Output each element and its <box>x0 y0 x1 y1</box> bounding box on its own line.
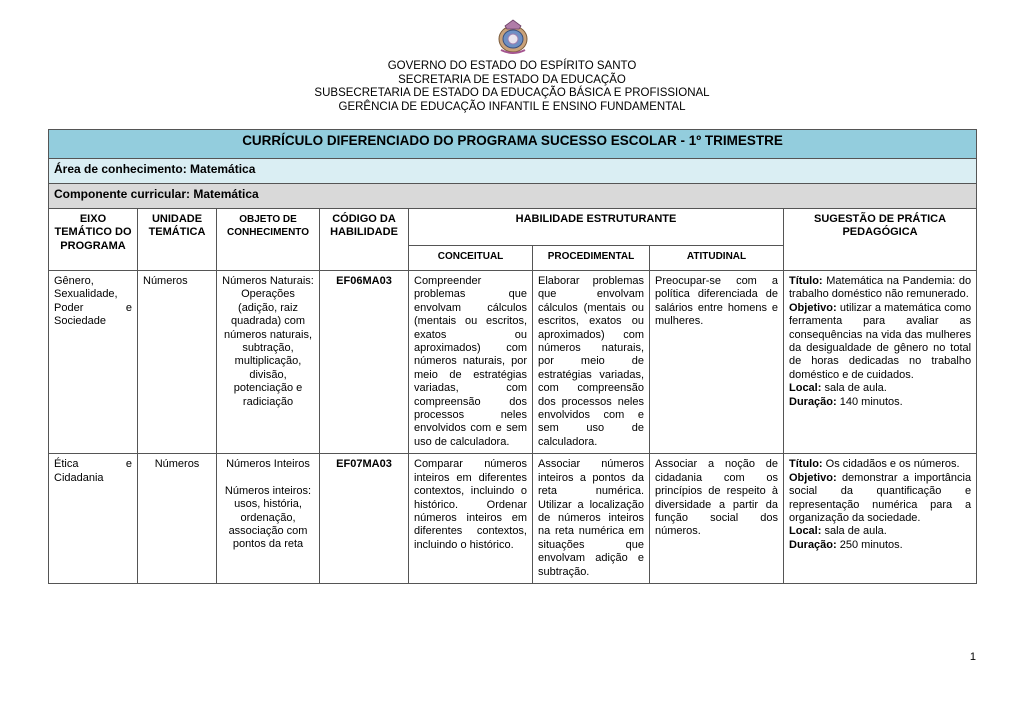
header-unidade: UNIDADE TEMÁTICA <box>138 209 217 271</box>
objeto-detail: Números inteiros: usos, história, ordenação, associação com pontos da reta <box>224 484 312 551</box>
header-habilidade: HABILIDADE ESTRUTURANTE <box>409 209 784 246</box>
cell-atitudinal: Associar a noção de cidadania com os princípios de respeito à diversidade a partir da função social dos números. <box>650 454 784 584</box>
sugestao-local: sala de aula. <box>824 525 887 538</box>
table-title: CURRÍCULO DIFERENCIADO DO PROGRAMA SUCESSO ESCOLAR - 1º TRIMESTRE <box>49 130 977 159</box>
header-line-secretaria: SECRETARIA DE ESTADO DA EDUCAÇÃO <box>398 73 626 86</box>
table-row <box>49 271 977 454</box>
state-crest-logo <box>497 18 529 56</box>
sugestao-local-label: Local: <box>789 382 822 395</box>
cell-codigo: EF06MA03 <box>320 271 409 454</box>
header-sugestao: SUGESTÃO DE PRÁTICA PEDAGÓGICA <box>784 209 977 271</box>
sugestao-objetivo: demonstrar a importância social da quantificação e representação numérica para a organização da sociedade. <box>789 471 972 524</box>
cell-procedimental: Elaborar problemas que envolvam cálculos (mentais ou escritos, exatos ou aproximados) com números naturais, por meio de estratégias variadas, com compreensão dos processos neles envolvidos com e sem uso de calculadora. <box>533 271 650 454</box>
cell-atitudinal: Preocupar-se com a política diferenciada de salários entre homens e mulheres. <box>650 271 784 454</box>
sugestao-objetivo: utilizar a matemática como ferramenta para avaliar as consequências na vida das mulheres da desigualdade de gênero no total de horas dedicadas no trabalho doméstico e de cuidados. <box>789 301 972 381</box>
sugestao-duracao: 140 minutos. <box>839 395 903 408</box>
curriculum-table <box>48 129 977 584</box>
table-row <box>49 454 977 584</box>
header-procedimental: PROCEDIMENTAL <box>533 246 650 271</box>
sugestao-titulo: Os cidadãos e os números. <box>825 458 960 471</box>
objeto-title: Números Inteiros <box>226 458 310 471</box>
sugestao-titulo-label: Título: <box>789 275 823 287</box>
sugestao-objetivo-label: Objetivo: <box>789 301 837 314</box>
cell-unidade: Números <box>138 454 217 584</box>
cell-eixo: Gênero, Sexualidade, Poder e Sociedade <box>49 271 138 454</box>
cell-conceitual: Comparar números inteiros em diferentes contextos, incluindo o histórico. Ordenar números inteiros em diferentes contextos, incluindo o histórico. <box>409 454 533 584</box>
header-line-government: GOVERNO DO ESTADO DO ESPÍRITO SANTO <box>387 60 637 72</box>
cell-codigo: EF07MA03 <box>320 454 409 584</box>
sugestao-duracao-label: Duração: <box>789 538 837 551</box>
cell-unidade: Números <box>138 271 217 454</box>
cell-sugestao <box>784 454 977 584</box>
sugestao-objetivo-label: Objetivo: <box>789 471 837 484</box>
sugestao-duracao: 250 minutos. <box>839 538 903 551</box>
institution-header <box>0 60 1024 114</box>
cell-objeto: Números Naturais: Operações (adição, raiz quadrada) com números naturais, subtração, multiplicação, divisão, potenciação e radiciação <box>217 271 320 454</box>
header-objeto: OBJETO DE CONHECIMENTO <box>217 209 320 271</box>
header-conceitual: CONCEITUAL <box>409 246 533 271</box>
cell-objeto <box>217 454 320 584</box>
header-codigo: CÓDIGO DA HABILIDADE <box>320 209 409 271</box>
area-conhecimento: Área de conhecimento: Matemática <box>49 159 977 184</box>
sugestao-local-label: Local: <box>789 525 822 538</box>
header-line-gerencia: GERÊNCIA DE EDUCAÇÃO INFANTIL E ENSINO FUNDAMENTAL <box>338 100 686 113</box>
sugestao-titulo-label: Título: <box>789 458 823 471</box>
sugestao-duracao-label: Duração: <box>789 395 837 408</box>
header-line-subsecretaria: SUBSECRETARIA DE ESTADO DA EDUCAÇÃO BÁSICA E PROFISSIONAL <box>314 87 710 99</box>
header-eixo: EIXO TEMÁTICO DO PROGRAMA <box>49 209 138 271</box>
sugestao-local: sala de aula. <box>824 382 887 395</box>
cell-procedimental: Associar números inteiros a pontos da reta numérica. Utilizar a localização de números inteiros na reta numérica em situações que envolvam adição e subtração. <box>533 454 650 584</box>
cell-eixo: Ética e Cidadania <box>49 454 138 584</box>
cell-sugestao <box>784 271 977 454</box>
page-number: 1 <box>969 651 976 663</box>
cell-conceitual: Compreender problemas que envolvam cálculos (mentais ou escritos, exatos ou aproximados) com números naturais, por meio de estratégias variadas, com compreensão dos processos neles envolvidos com e sem uso de calculadora. <box>409 271 533 454</box>
header-atitudinal: ATITUDINAL <box>650 246 784 271</box>
sugestao-titulo: Matemática na Pandemia: do trabalho doméstico não remunerado. <box>789 275 972 301</box>
componente-curricular: Componente curricular: Matemática <box>49 184 977 209</box>
